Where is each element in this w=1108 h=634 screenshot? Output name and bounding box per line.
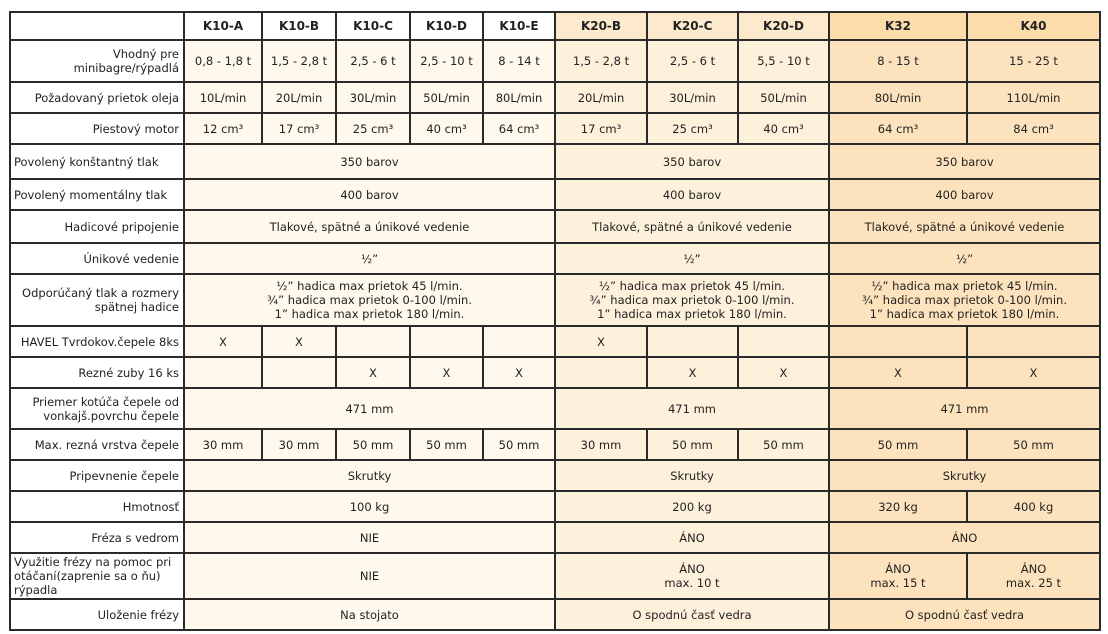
table-cell: 30L/min [336,82,410,113]
table-cell: 25 cm³ [336,113,410,144]
header-model: K10-C [336,12,410,40]
row-label: Hadicové pripojenie [10,210,184,243]
group-cell-k10: NIE [184,522,555,553]
table-cell: 50 mm [738,429,829,460]
row-label: Únikové vedenie [10,243,184,274]
table-row [10,460,1100,491]
table-row [10,82,1100,113]
row-label: Odporúčaný tlak a rozmery spätnej hadice [10,274,184,326]
table-cell: 5,5 - 10 t [738,40,829,82]
table-cell: 2,5 - 10 t [410,40,483,82]
header-model: K10-E [483,12,555,40]
group-cell-k32-k40: 471 mm [829,388,1100,429]
table-row [10,388,1100,429]
spec-table [9,11,1101,631]
group-cell-k20: Skrutky [555,460,829,491]
header-model: K10-A [184,12,262,40]
table-cell [829,326,967,357]
group-cell-k20: ½” hadica max prietok 45 l/min. ¾” hadica max prietok 0-100 l/min. 1” hadica max prietok 180 l/min. [555,274,829,326]
table-cell: 40 cm³ [410,113,483,144]
table-cell: 15 - 25 t [967,40,1100,82]
group-cell-k10: ½” hadica max prietok 45 l/min. ¾” hadica max prietok 0-100 l/min. 1” hadica max prietok 180 l/min. [184,274,555,326]
group-cell-k32-k40: 350 barov [829,144,1100,179]
table-cell: 50 mm [967,429,1100,460]
table-cell: 12 cm³ [184,113,262,144]
table-cell: 17 cm³ [555,113,647,144]
group-cell-k32-k40: ½” [829,243,1100,274]
table-cell [738,326,829,357]
row-label: Využitie frézy na pomoc pri otáčaní(zaprenie sa o ňu) rýpadla [10,553,184,599]
group-cell-k10: NIE [184,553,555,599]
table-cell: 2,5 - 6 t [336,40,410,82]
header-model: K20-C [647,12,738,40]
table-cell: 1,5 - 2,8 t [555,40,647,82]
table-cell-k40: 400 kg [967,491,1100,522]
group-cell-k20: Tlakové, spätné a únikové vedenie [555,210,829,243]
header-corner [10,12,184,40]
table-cell: X [262,326,336,357]
group-cell-k32-k40: Skrutky [829,460,1100,491]
table-cell: 50 mm [647,429,738,460]
group-cell-k20: ½” [555,243,829,274]
table-cell: 50 mm [829,429,967,460]
table-cell: 80L/min [829,82,967,113]
table-cell: 0,8 - 1,8 t [184,40,262,82]
table-cell: 2,5 - 6 t [647,40,738,82]
group-cell-k32-k40: O spodnú časť vedra [829,599,1100,630]
table-cell: 30L/min [647,82,738,113]
row-label: Rezné zuby 16 ks [10,357,184,388]
table-cell: 30 mm [262,429,336,460]
table-cell: 25 cm³ [647,113,738,144]
table-cell: X [738,357,829,388]
group-cell-k32-k40: 400 barov [829,179,1100,210]
table-cell: X [336,357,410,388]
group-cell-k20: 350 barov [555,144,829,179]
header-model: K40 [967,12,1100,40]
row-label: Povolený konštantný tlak [10,144,184,179]
table-cell: 50L/min [410,82,483,113]
group-cell-k10: 471 mm [184,388,555,429]
table-cell-k40: ÁNO max. 25 t [967,553,1100,599]
table-cell: 50 mm [483,429,555,460]
header-row [10,12,1100,40]
group-cell-k20: 400 barov [555,179,829,210]
table-row [10,429,1100,460]
group-cell-k20: ÁNO [555,522,829,553]
group-cell-k32-k40: ÁNO [829,522,1100,553]
group-cell-k10: 350 barov [184,144,555,179]
group-cell-k20: 200 kg [555,491,829,522]
table-row [10,40,1100,82]
table-row [10,179,1100,210]
table-row [10,326,1100,357]
group-cell-k20: 471 mm [555,388,829,429]
table-cell: 1,5 - 2,8 t [262,40,336,82]
row-label: Pripevnenie čepele [10,460,184,491]
header-model: K10-B [262,12,336,40]
table-row [10,210,1100,243]
table-cell: 64 cm³ [829,113,967,144]
row-label: Priemer kotúča čepele od vonkajš.povrchu čepele [10,388,184,429]
table-cell [483,326,555,357]
group-cell-k10: 100 kg [184,491,555,522]
table-cell: X [647,357,738,388]
group-cell-k10: Tlakové, spätné a únikové vedenie [184,210,555,243]
table-row [10,357,1100,388]
table-cell: 80L/min [483,82,555,113]
table-cell: X [555,326,647,357]
table-row [10,274,1100,326]
table-cell: 40 cm³ [738,113,829,144]
table-cell [184,357,262,388]
table-cell: X [184,326,262,357]
table-cell: X [483,357,555,388]
table-cell: 8 - 15 t [829,40,967,82]
row-label: Fréza s vedrom [10,522,184,553]
table-cell: 84 cm³ [967,113,1100,144]
table-cell-k32: ÁNO max. 15 t [829,553,967,599]
table-cell: 50 mm [336,429,410,460]
group-cell-k32-k40: ½” hadica max prietok 45 l/min. ¾” hadica max prietok 0-100 l/min. 1” hadica max prietok 180 l/min. [829,274,1100,326]
group-cell-k20: O spodnú časť vedra [555,599,829,630]
row-label: Hmotnosť [10,491,184,522]
table-cell: 30 mm [184,429,262,460]
table-cell: 50L/min [738,82,829,113]
table-cell [262,357,336,388]
table-row [10,553,1100,599]
table-cell: 64 cm³ [483,113,555,144]
table-cell: X [829,357,967,388]
group-cell-k10: 400 barov [184,179,555,210]
table-cell [410,326,483,357]
table-cell: 50 mm [410,429,483,460]
table-cell [555,357,647,388]
table-row [10,243,1100,274]
row-label: Vhodný pre minibagre/rýpadlá [10,40,184,82]
table-row [10,491,1100,522]
row-label: Požadovaný prietok oleja [10,82,184,113]
table-cell [967,326,1100,357]
header-model: K32 [829,12,967,40]
group-cell-k10: Skrutky [184,460,555,491]
table-row [10,599,1100,630]
row-label: Povolený momentálny tlak [10,179,184,210]
row-label: Max. rezná vrstva čepele [10,429,184,460]
group-cell-k10: Na stojato [184,599,555,630]
table-cell: 110L/min [967,82,1100,113]
table-cell: X [967,357,1100,388]
row-label: HAVEL Tvrdokov.čepele 8ks [10,326,184,357]
header-model: K10-D [410,12,483,40]
row-label: Uloženie frézy [10,599,184,630]
table-cell [647,326,738,357]
table-cell-k32: 320 kg [829,491,967,522]
group-cell-k20: ÁNO max. 10 t [555,553,829,599]
table-cell: 17 cm³ [262,113,336,144]
table-row [10,113,1100,144]
table-cell: 10L/min [184,82,262,113]
group-cell-k10: ½” [184,243,555,274]
table-row [10,144,1100,179]
group-cell-k32-k40: Tlakové, spätné a únikové vedenie [829,210,1100,243]
table-cell [336,326,410,357]
table-cell: 8 - 14 t [483,40,555,82]
table-cell: 20L/min [262,82,336,113]
table-cell: 20L/min [555,82,647,113]
header-model: K20-D [738,12,829,40]
header-model: K20-B [555,12,647,40]
row-label: Piestový motor [10,113,184,144]
table-row [10,522,1100,553]
table-cell: 30 mm [555,429,647,460]
table-cell: X [410,357,483,388]
